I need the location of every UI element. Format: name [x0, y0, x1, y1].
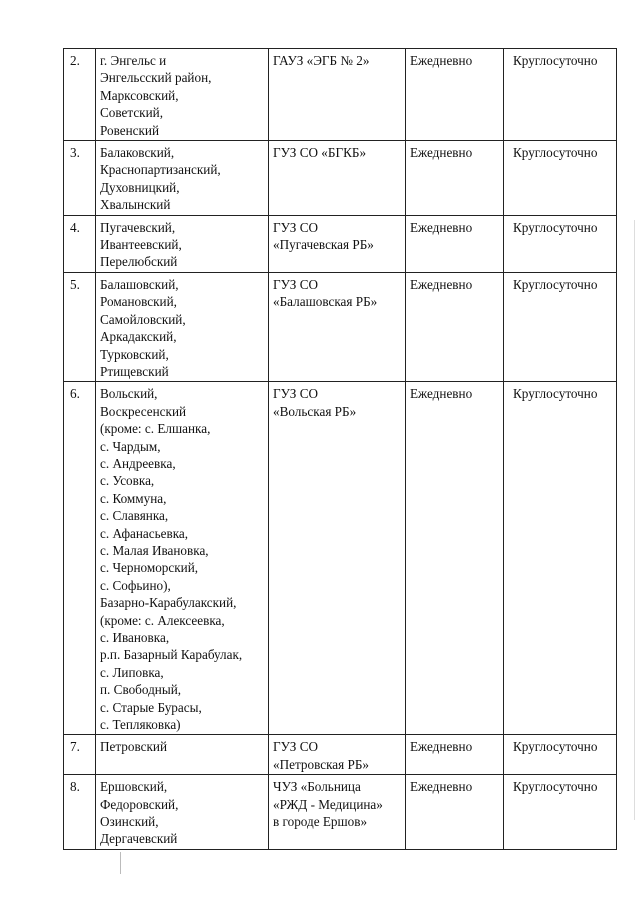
district-line: Ершовский,	[100, 779, 168, 795]
district-line: Советский,	[100, 105, 163, 121]
row-number: 5.	[64, 272, 96, 381]
table-row	[64, 775, 617, 850]
district-line: Петровский	[100, 739, 168, 755]
district-line: п. Свободный,	[100, 682, 182, 698]
districts-cell	[96, 775, 269, 850]
district-line: (кроме: с. Елшанка,	[100, 421, 211, 437]
districts-cell	[96, 141, 269, 216]
district-line: Балаковский,	[100, 145, 175, 161]
institution-line: ГУЗ СО	[273, 276, 319, 292]
row-number: 8.	[64, 775, 96, 850]
row-number: 4.	[64, 215, 96, 272]
institution-line: в городе Ершов»	[273, 814, 368, 830]
schedule-cell: Ежедневно	[406, 382, 504, 735]
districts-cell	[96, 382, 269, 735]
schedule-cell: Ежедневно	[406, 49, 504, 141]
institution-cell	[269, 215, 406, 272]
district-line: Перелюбский	[100, 254, 178, 270]
district-line: Самойловский,	[100, 311, 186, 327]
district-line: Федоровский,	[100, 796, 179, 812]
district-line: Ртищевский	[100, 363, 169, 379]
operating-mode-cell: Круглосуточно	[504, 775, 617, 850]
operating-mode-cell: Круглосуточно	[504, 49, 617, 141]
district-line: г. Энгельс и	[100, 53, 167, 68]
schedule-cell: Ежедневно	[406, 735, 504, 775]
document-table-container	[63, 48, 617, 850]
operating-mode-cell: Круглосуточно	[504, 272, 617, 381]
district-line: р.п. Базарный Карабулак,	[100, 647, 243, 663]
institution-line: ГАУЗ «ЭГБ № 2»	[273, 53, 370, 68]
row-number: 2.	[64, 49, 96, 141]
district-line: Воскресенский	[100, 403, 187, 419]
institution-line: «Балашовская РБ»	[273, 294, 378, 310]
institution-cell	[269, 735, 406, 775]
district-line: Балашовский,	[100, 276, 179, 292]
district-line: с. Липовка,	[100, 664, 164, 680]
institution-line: «Петровская РБ»	[273, 756, 370, 772]
district-line: Краснопартизанский,	[100, 162, 221, 178]
districts-cell	[96, 272, 269, 381]
district-line: Ровенский	[100, 122, 160, 138]
district-line: Марксовский,	[100, 87, 179, 103]
institution-line: «РЖД - Медицина»	[273, 796, 383, 812]
schedule-cell: Ежедневно	[406, 215, 504, 272]
schedule-cell: Ежедневно	[406, 272, 504, 381]
institution-line: «Вольская РБ»	[273, 403, 357, 419]
district-line: Аркадакский,	[100, 329, 177, 345]
table-row	[64, 49, 617, 141]
districts-cell	[96, 735, 269, 775]
table-row	[64, 215, 617, 272]
district-line: с. Усовка,	[100, 473, 155, 489]
hospital-schedule-table	[63, 48, 617, 850]
page-edge-shadow	[634, 220, 635, 820]
institution-line: «Пугачевская РБ»	[273, 237, 374, 253]
institution-cell	[269, 141, 406, 216]
districts-cell	[96, 215, 269, 272]
operating-mode-cell: Круглосуточно	[504, 735, 617, 775]
operating-mode-cell: Круглосуточно	[504, 141, 617, 216]
district-line: с. Андреевка,	[100, 455, 176, 471]
institution-cell	[269, 382, 406, 735]
row-number: 6.	[64, 382, 96, 735]
district-line: Базарно-Карабулакский,	[100, 595, 237, 611]
district-line: Ивантеевский,	[100, 237, 182, 253]
district-line: Хвалынский	[100, 197, 171, 213]
district-line: с. Чардым,	[100, 438, 161, 454]
district-line: Вольский,	[100, 386, 158, 402]
district-line: с. Афанасьевка,	[100, 525, 189, 541]
institution-line: ГУЗ СО	[273, 739, 319, 755]
institution-cell	[269, 49, 406, 141]
table-row	[64, 272, 617, 381]
institution-line: ЧУЗ «Больница	[273, 779, 361, 795]
table-row	[64, 382, 617, 735]
institution-line: ГУЗ СО	[273, 219, 319, 235]
institution-line: ГУЗ СО	[273, 386, 319, 402]
district-line: с. Малая Ивановка,	[100, 542, 209, 558]
district-line: Духовницкий,	[100, 179, 180, 195]
district-line: Пугачевский,	[100, 219, 176, 235]
district-line: Озинский,	[100, 814, 159, 830]
district-line: с. Славянка,	[100, 508, 169, 524]
district-line: с. Ивановка,	[100, 630, 170, 645]
scan-artifact-line	[120, 852, 121, 874]
operating-mode-cell: Круглосуточно	[504, 215, 617, 272]
schedule-cell: Ежедневно	[406, 141, 504, 216]
district-line: с. Черноморский,	[100, 560, 199, 576]
table-body	[64, 49, 617, 850]
districts-cell	[96, 49, 269, 141]
district-line: (кроме: с. Алексеевка,	[100, 612, 225, 628]
table-row	[64, 141, 617, 216]
institution-line: ГУЗ СО «БГКБ»	[273, 145, 367, 161]
schedule-cell: Ежедневно	[406, 775, 504, 850]
district-line: Энгельсский район,	[100, 70, 212, 86]
district-line: с. Тепляковка)	[100, 717, 181, 733]
district-line: Дергачевский	[100, 831, 178, 847]
institution-cell	[269, 775, 406, 850]
district-line: с. Старые Бурасы,	[100, 699, 202, 715]
district-line: с. Коммуна,	[100, 490, 167, 506]
district-line: с. Софьино),	[100, 577, 171, 593]
operating-mode-cell: Круглосуточно	[504, 382, 617, 735]
table-row	[64, 735, 617, 775]
institution-cell	[269, 272, 406, 381]
district-line: Турковский,	[100, 346, 169, 362]
district-line: Романовский,	[100, 294, 177, 310]
row-number: 7.	[64, 735, 96, 775]
row-number: 3.	[64, 141, 96, 216]
